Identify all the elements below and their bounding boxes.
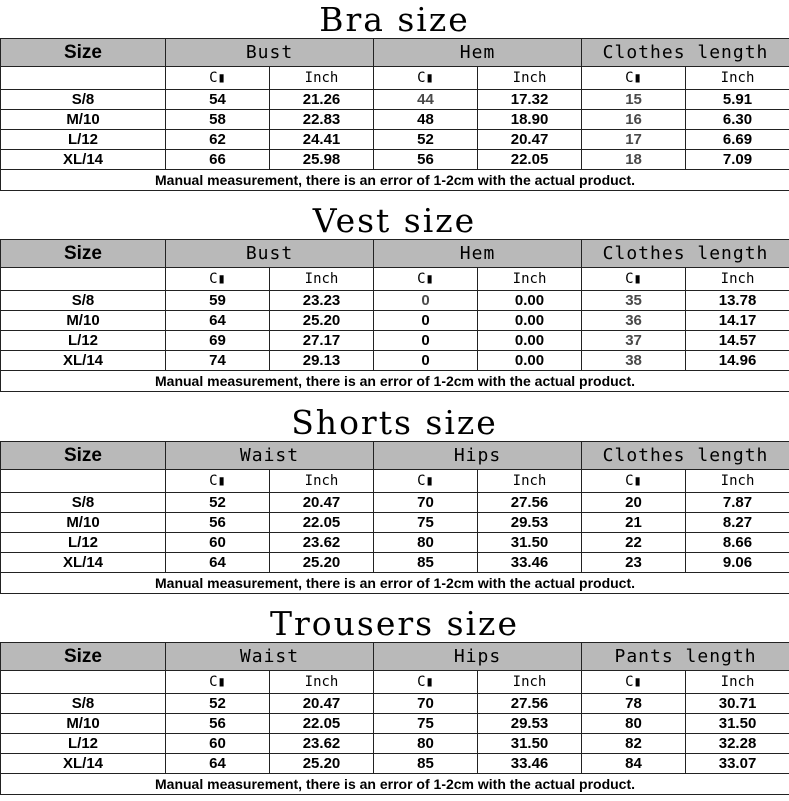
table-row [1,311,789,331]
measure-cell: 31.50 [478,734,582,754]
measure-cell: 33.46 [478,754,582,774]
unit-label: Inch [270,67,374,90]
unit-label: Inch [478,67,582,90]
units-row [1,268,789,291]
measure-cell: 0 [374,351,478,371]
measure-cell: 0.00 [478,351,582,371]
size-cell: M/10 [1,311,166,331]
units-blank-cell [1,268,166,291]
measure-cell: 23.62 [270,533,374,553]
measure-cell: 18.90 [478,110,582,130]
measure-cell: 31.50 [686,714,789,734]
unit-label: Inch [478,671,582,694]
measure-cell: 14.17 [686,311,789,331]
size-column-header: Size [1,442,166,470]
measure-group-header: Hem [374,39,582,67]
measure-cell: 0.00 [478,331,582,351]
table-row [1,714,789,734]
measure-cell: 13.78 [686,291,789,311]
unit-label: Inch [478,268,582,291]
table-row [1,150,789,170]
measure-cell: 0 [374,331,478,351]
measure-cell: 48 [374,110,478,130]
measure-cell: 75 [374,513,478,533]
measure-cell: 36 [582,311,686,331]
measure-cell: 18 [582,150,686,170]
size-column-header: Size [1,39,166,67]
measure-cell: 23.23 [270,291,374,311]
measure-cell: 25.98 [270,150,374,170]
measure-cell: 75 [374,714,478,734]
measure-cell: 0.00 [478,291,582,311]
measure-cell: 27.17 [270,331,374,351]
size-cell: S/8 [1,493,166,513]
table-row [1,513,789,533]
measure-cell: 6.69 [686,130,789,150]
measure-cell: 20.47 [270,694,374,714]
measure-cell: 20 [582,493,686,513]
measure-cell: 20.47 [270,493,374,513]
table-row [1,351,789,371]
unit-label: C▮ [166,671,270,694]
measure-group-header: Clothes length [582,442,789,470]
table-row [1,694,789,714]
measure-cell: 54 [166,90,270,110]
measure-cell: 22 [582,533,686,553]
table-row [1,291,789,311]
size-cell: M/10 [1,110,166,130]
measure-cell: 60 [166,734,270,754]
unit-label: C▮ [166,268,270,291]
unit-label: Inch [686,67,789,90]
measure-cell: 20.47 [478,130,582,150]
unit-label: Inch [686,671,789,694]
measure-cell: 52 [166,493,270,513]
measure-cell: 16 [582,110,686,130]
measure-group-header: Waist [166,643,374,671]
unit-label: C▮ [166,470,270,493]
size-column-header: Size [1,643,166,671]
table-row [1,553,789,573]
unit-label: C▮ [582,268,686,291]
measure-cell: 14.57 [686,331,789,351]
measure-cell: 32.28 [686,734,789,754]
measure-cell: 27.56 [478,493,582,513]
section-title: Trousers size [270,604,519,643]
shorts-size-table [0,441,789,594]
measure-cell: 29.53 [478,513,582,533]
size-cell: S/8 [1,694,166,714]
size-cell: XL/14 [1,351,166,371]
size-cell: L/12 [1,130,166,150]
measure-cell: 8.66 [686,533,789,553]
measure-cell: 64 [166,311,270,331]
unit-label: Inch [270,671,374,694]
measure-cell: 80 [582,714,686,734]
measure-cell: 22.05 [270,714,374,734]
measure-cell: 85 [374,553,478,573]
measure-cell: 59 [166,291,270,311]
table-row [1,734,789,754]
measure-cell: 25.20 [270,754,374,774]
bra-size-table [0,38,789,191]
measure-cell: 74 [166,351,270,371]
size-cell: S/8 [1,291,166,311]
measure-cell: 21 [582,513,686,533]
measure-cell: 25.20 [270,311,374,331]
measure-group-header: Waist [166,442,374,470]
measure-group-header: Hem [374,240,582,268]
measure-cell: 62 [166,130,270,150]
measure-cell: 29.53 [478,714,582,734]
measure-cell: 66 [166,150,270,170]
measurement-note: Manual measurement, there is an error of 1-2cm with the actual product. [1,573,789,594]
measure-cell: 30.71 [686,694,789,714]
measure-cell: 35 [582,291,686,311]
measure-cell: 38 [582,351,686,371]
measure-cell: 9.06 [686,553,789,573]
units-blank-cell [1,671,166,694]
table-row [1,331,789,351]
measure-cell: 21.26 [270,90,374,110]
measure-cell: 0.00 [478,311,582,331]
table-row [1,110,789,130]
note-row [1,774,789,795]
unit-label: Inch [686,268,789,291]
measure-cell: 33.46 [478,553,582,573]
unit-label: C▮ [582,671,686,694]
measurement-note: Manual measurement, there is an error of 1-2cm with the actual product. [1,170,789,191]
size-cell: S/8 [1,90,166,110]
measure-cell: 27.56 [478,694,582,714]
size-column-header: Size [1,240,166,268]
measurement-note: Manual measurement, there is an error of 1-2cm with the actual product. [1,371,789,392]
measure-cell: 58 [166,110,270,130]
measure-cell: 0 [374,291,478,311]
section-title: Shorts size [291,403,498,442]
measure-cell: 14.96 [686,351,789,371]
measure-cell: 80 [374,533,478,553]
table-row [1,90,789,110]
size-cell: XL/14 [1,754,166,774]
table-row [1,754,789,774]
size-cell: L/12 [1,533,166,553]
size-cell: XL/14 [1,150,166,170]
measure-cell: 31.50 [478,533,582,553]
units-row [1,67,789,90]
measure-cell: 22.05 [478,150,582,170]
measure-cell: 64 [166,754,270,774]
header-row [1,643,789,671]
units-blank-cell [1,67,166,90]
header-row [1,240,789,268]
unit-label: C▮ [374,67,478,90]
measure-group-header: Clothes length [582,240,789,268]
header-row [1,39,789,67]
measure-cell: 80 [374,734,478,754]
units-blank-cell [1,470,166,493]
size-cell: XL/14 [1,553,166,573]
unit-label: Inch [686,470,789,493]
measure-group-header: Pants length [582,643,789,671]
measure-cell: 0 [374,311,478,331]
measure-cell: 5.91 [686,90,789,110]
size-cell: L/12 [1,331,166,351]
measure-cell: 33.07 [686,754,789,774]
unit-label: Inch [478,470,582,493]
measure-cell: 85 [374,754,478,774]
units-row [1,470,789,493]
measure-cell: 22.83 [270,110,374,130]
measure-cell: 78 [582,694,686,714]
size-cell: M/10 [1,714,166,734]
table-row [1,130,789,150]
table-row [1,493,789,513]
measure-cell: 23 [582,553,686,573]
measure-cell: 82 [582,734,686,754]
measure-cell: 70 [374,493,478,513]
measure-cell: 37 [582,331,686,351]
measure-group-header: Hips [374,442,582,470]
unit-label: C▮ [166,67,270,90]
note-row [1,170,789,191]
section-title: Vest size [312,201,477,240]
measure-cell: 56 [166,714,270,734]
measure-cell: 25.20 [270,553,374,573]
measure-cell: 52 [374,130,478,150]
measure-cell: 60 [166,533,270,553]
measure-cell: 84 [582,754,686,774]
size-cell: L/12 [1,734,166,754]
measure-cell: 17 [582,130,686,150]
measure-group-header: Bust [166,240,374,268]
measure-cell: 6.30 [686,110,789,130]
measure-cell: 29.13 [270,351,374,371]
measure-cell: 70 [374,694,478,714]
trousers-size-table [0,642,789,795]
measure-cell: 23.62 [270,734,374,754]
note-row [1,371,789,392]
measure-cell: 7.09 [686,150,789,170]
unit-label: C▮ [582,67,686,90]
section-title: Bra size [319,0,470,39]
size-cell: M/10 [1,513,166,533]
measure-group-header: Bust [166,39,374,67]
measure-cell: 56 [166,513,270,533]
measure-cell: 52 [166,694,270,714]
unit-label: C▮ [374,470,478,493]
units-row [1,671,789,694]
measure-group-header: Clothes length [582,39,789,67]
measure-cell: 15 [582,90,686,110]
measure-cell: 64 [166,553,270,573]
measurement-note: Manual measurement, there is an error of 1-2cm with the actual product. [1,774,789,795]
measure-cell: 8.27 [686,513,789,533]
unit-label: C▮ [374,671,478,694]
measure-cell: 24.41 [270,130,374,150]
unit-label: C▮ [374,268,478,291]
measure-group-header: Hips [374,643,582,671]
measure-cell: 17.32 [478,90,582,110]
table-row [1,533,789,553]
measure-cell: 7.87 [686,493,789,513]
unit-label: Inch [270,268,374,291]
unit-label: C▮ [582,470,686,493]
vest-size-table [0,239,789,392]
measure-cell: 69 [166,331,270,351]
measure-cell: 22.05 [270,513,374,533]
measure-cell: 44 [374,90,478,110]
note-row [1,573,789,594]
unit-label: Inch [270,470,374,493]
header-row [1,442,789,470]
measure-cell: 56 [374,150,478,170]
